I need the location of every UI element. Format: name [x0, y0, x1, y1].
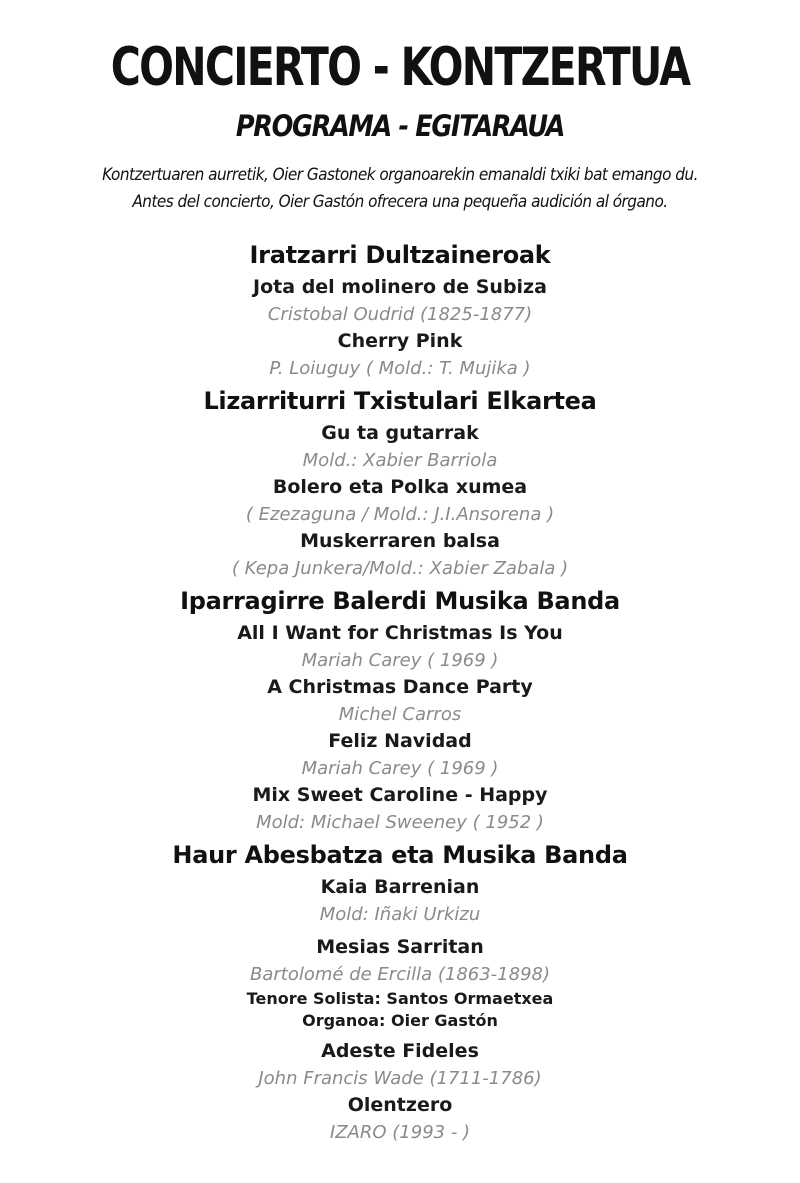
piece-title: Feliz Navidad: [328, 730, 472, 752]
piece-author: P. Loiuguy ( Mold.: T. Mujika ): [269, 358, 531, 379]
intro-line-spanish: Antes del concierto, Oier Gastón ofrecera una pequeña audición al órgano.: [132, 192, 668, 212]
group-title: Iparragirre Balerdi Musika Banda: [180, 587, 620, 615]
piece-author: Mold: Iñaki Urkizu: [319, 904, 481, 925]
piece-author: Mold: Michael Sweeney ( 1952 ): [256, 812, 544, 833]
piece-title: Mesias Sarritan: [316, 936, 484, 958]
piece-title: Jota del molinero de Subiza: [253, 276, 547, 298]
page-subtitle: PROGRAMA - EGITARAUA: [235, 109, 565, 143]
program-item: [0, 328, 800, 382]
piece-author: Mold.: Xabier Barriola: [302, 450, 498, 471]
piece-author: ( Kepa Junkera/Mold.: Xabier Zabala ): [231, 558, 569, 579]
intro-line-basque: Kontzertuaren aurretik, Oier Gastonek organoarekin emanaldi txiki bat emango du.: [102, 165, 698, 185]
piece-title: Adeste Fideles: [321, 1040, 479, 1062]
piece-title: Bolero eta Polka xumea: [272, 476, 528, 498]
program-item: [0, 728, 800, 782]
soloist-credit: Tenore Solista: Santos Ormaetxea: [246, 989, 554, 1008]
intro-text: [0, 162, 800, 216]
program-item: [0, 474, 800, 528]
program-item: [0, 420, 800, 474]
program-item: [0, 874, 800, 928]
program-item: [0, 528, 800, 582]
piece-author: Bartolomé de Ercilla (1863-1898): [250, 964, 550, 985]
program-item: [0, 1038, 800, 1092]
piece-title: Mix Sweet Caroline - Happy: [252, 784, 548, 806]
piece-title: Olentzero: [347, 1094, 453, 1116]
group-title: Iratzarri Dultzaineroak: [249, 241, 551, 269]
program-item: [0, 1092, 800, 1146]
piece-title: Kaia Barrenian: [320, 876, 480, 898]
piece-author: IZARO (1993 - ): [329, 1122, 471, 1143]
program-group: [0, 236, 800, 382]
program-item: [0, 620, 800, 674]
program-list: [0, 236, 800, 1146]
piece-title: Muskerraren balsa: [300, 530, 500, 552]
page-title: CONCIERTO - KONTZERTUA: [110, 37, 690, 98]
organ-credit: Organoa: Oier Gastón: [302, 1011, 498, 1030]
piece-author: Michel Carros: [338, 704, 462, 725]
piece-author: ( Ezezaguna / Mold.: J.I.Ansorena ): [245, 504, 555, 525]
group-title: Haur Abesbatza eta Musika Banda: [172, 841, 628, 869]
piece-author: John Francis Wade (1711-1786): [258, 1068, 542, 1089]
piece-title: Gu ta gutarrak: [321, 422, 479, 444]
piece-title: A Christmas Dance Party: [267, 676, 533, 698]
piece-author: Mariah Carey ( 1969 ): [301, 758, 499, 779]
program-group: [0, 836, 800, 1146]
piece-title: Cherry Pink: [337, 330, 463, 352]
program-group: [0, 582, 800, 836]
program-item: [0, 674, 800, 728]
program-item: [0, 274, 800, 328]
program-group: [0, 382, 800, 582]
program-item: [0, 934, 800, 1032]
piece-title: All I Want for Christmas Is You: [237, 622, 563, 644]
piece-author: Mariah Carey ( 1969 ): [301, 650, 499, 671]
piece-author: Cristobal Oudrid (1825-1877): [267, 304, 533, 325]
group-title: Lizarriturri Txistulari Elkartea: [203, 387, 597, 415]
program-item: [0, 782, 800, 836]
